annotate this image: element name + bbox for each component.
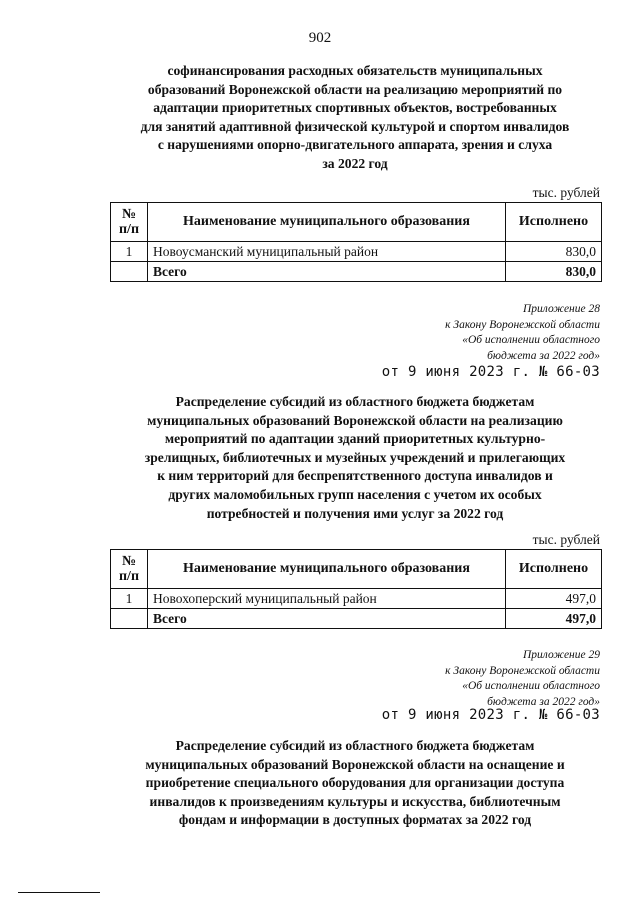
title-line: адаптации приоритетных спортивных объектов, востребованных xyxy=(153,100,557,116)
total-value: 497,0 xyxy=(506,609,602,629)
appendix-29-caption xyxy=(445,648,600,710)
header-name: Наименование муниципального образования xyxy=(148,550,506,589)
section1-title xyxy=(95,62,615,174)
title-line: образований Воронежской области на реализацию мероприятий по xyxy=(147,81,563,97)
row-number: 1 xyxy=(111,589,148,609)
row-name: Новоусманский муниципальный район xyxy=(148,242,506,262)
appendix-line: Приложение 28 xyxy=(522,303,600,315)
appendix-line: бюджета за 2022 год» xyxy=(487,349,600,362)
footer-rule xyxy=(18,892,100,893)
header-number: № п/п xyxy=(111,550,148,589)
appendix-line: Приложение 29 xyxy=(522,649,600,661)
units-label: тыс. рублей xyxy=(532,185,600,200)
table-row xyxy=(111,242,602,262)
appendix-line: к Закону Воронежской области xyxy=(445,664,600,677)
title-line: мероприятий по адаптации зданий приоритетных культурно- xyxy=(164,431,546,447)
title-line: за 2022 год xyxy=(322,155,388,171)
table-header-row xyxy=(111,550,602,589)
section1-table xyxy=(110,202,602,282)
header-name: Наименование муниципального образования xyxy=(148,203,506,242)
table-row xyxy=(111,589,602,609)
section3-title xyxy=(95,737,615,830)
total-value: 830,0 xyxy=(506,262,602,282)
title-line: софинансирования расходных обязательств муниципальных xyxy=(167,63,543,78)
title-line: других маломобильных групп населения с учетом их особых xyxy=(168,486,542,502)
title-line: фондам и информации в доступных форматах за 2022 год xyxy=(178,812,532,828)
header-number: № п/п xyxy=(111,203,148,242)
table-header-row xyxy=(111,203,602,242)
total-empty-cell xyxy=(111,609,148,629)
appendix-line: «Об исполнении областного xyxy=(462,680,600,692)
title-line: инвалидов к произведениям культуры и искусства, библиотечным xyxy=(149,793,561,809)
row-name: Новохоперский муниципальный район xyxy=(148,589,506,609)
appendix-28-caption xyxy=(445,302,600,364)
title-line: приобретение специального оборудования для организации доступа xyxy=(145,775,565,791)
units-label: тыс. рублей xyxy=(532,532,600,547)
law-date-stamp: от 9 июня 2023 г. № 66-03 xyxy=(381,364,600,380)
page-number: 902 xyxy=(308,30,332,46)
row-number: 1 xyxy=(111,242,148,262)
title-line: муниципальных образований Воронежской области на оснащение и xyxy=(145,756,565,772)
appendix-line: к Закону Воронежской области xyxy=(445,318,600,331)
title-line: зрелищных, библиотечных и музейных учреждений и прилегающих xyxy=(144,449,566,465)
title-line: муниципальных образований Воронежской области на реализацию xyxy=(147,412,563,428)
total-empty-cell xyxy=(111,262,148,282)
total-label: Всего xyxy=(148,262,506,282)
title-line: с нарушениями опорно-двигательного аппарата, зрения и слуха xyxy=(157,137,553,153)
table-total-row xyxy=(111,609,602,629)
section2-title xyxy=(95,393,615,523)
section2-table xyxy=(110,549,602,629)
title-line: Распределение субсидий из областного бюджета бюджетам xyxy=(175,394,535,409)
table-total-row xyxy=(111,262,602,282)
appendix-line: «Об исполнении областного xyxy=(462,334,600,346)
title-line: потребностей и получения ими услуг за 2022 год xyxy=(206,505,504,521)
header-executed: Исполнено xyxy=(506,550,602,589)
law-date-stamp: от 9 июня 2023 г. № 66-03 xyxy=(381,707,600,723)
total-label: Всего xyxy=(148,609,506,629)
header-executed: Исполнено xyxy=(506,203,602,242)
appendix-line: бюджета за 2022 год» xyxy=(487,695,600,708)
title-line: Распределение субсидий из областного бюджета бюджетам xyxy=(175,738,535,753)
row-value: 830,0 xyxy=(506,242,602,262)
title-line: для занятий адаптивной физической культурой и спортом инвалидов xyxy=(140,118,570,134)
title-line: к ним территорий для беспрепятственного доступа инвалидов и xyxy=(157,468,553,484)
row-value: 497,0 xyxy=(506,589,602,609)
